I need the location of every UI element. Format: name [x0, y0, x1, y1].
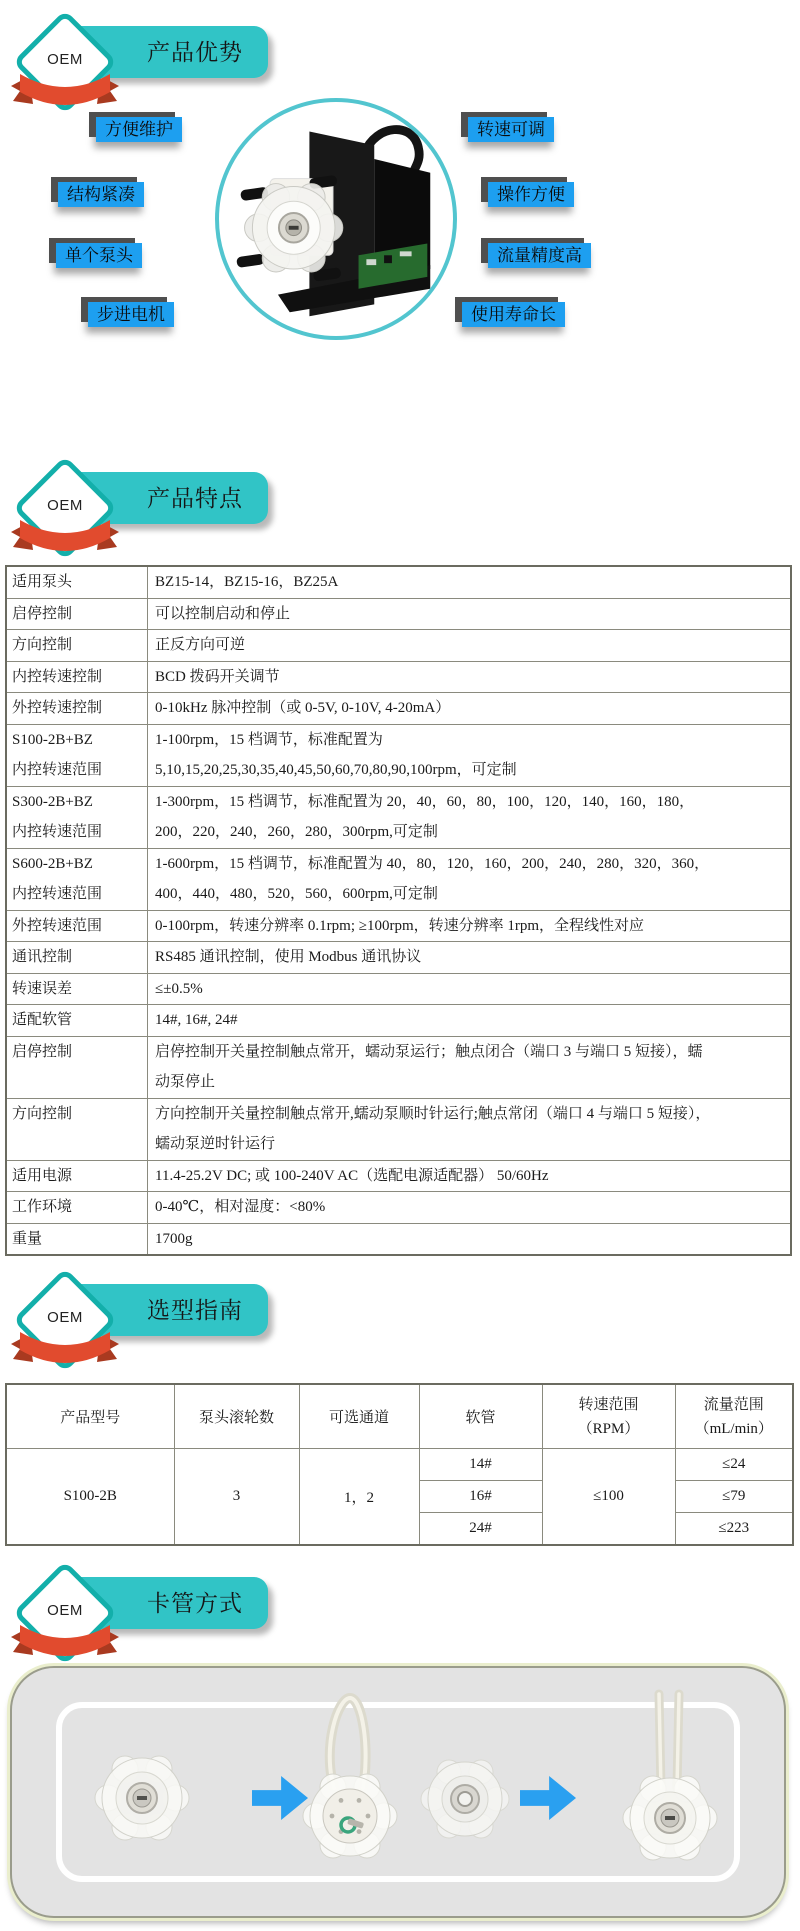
section-badge-selection: [8, 1268, 288, 1376]
section-title: 卡管方式: [147, 1590, 243, 1616]
cell-channels: 1，2: [299, 1449, 419, 1546]
selection-header-row: [6, 1384, 793, 1449]
col-header-model: 产品型号: [6, 1384, 174, 1449]
feature-value: 1-300rpm，15 档调节，标准配置为 20，40，60，80，100，120，140，160，180， 200，220，240，260，280，300rpm,可定制: [155, 793, 695, 840]
feature-value: 11.4-25.2V DC; 或 100-240V AC（选配电源适配器） 50/60Hz: [155, 1167, 549, 1184]
feature-label: 启停控制: [7, 599, 148, 630]
cell-rollers: 3: [174, 1449, 299, 1546]
feature-value: 14#, 16#, 24#: [155, 1012, 238, 1028]
feature-row: [7, 941, 790, 973]
feature-label: 方向控制: [7, 630, 148, 661]
features-table: [5, 565, 792, 1256]
selection-row: [6, 1449, 793, 1481]
feature-value: BCD 拨码开关调节: [155, 668, 280, 685]
feature-tag: 转速可调: [468, 117, 554, 142]
feature-row: [7, 1004, 790, 1036]
col-header-tube: 软管: [419, 1384, 542, 1449]
oem-label: OEM: [47, 51, 83, 68]
feature-tag: 单个泵头: [56, 243, 142, 268]
feature-label: S600-2B+BZ 内控转速范围: [7, 849, 148, 910]
feature-label: 方向控制: [7, 1099, 148, 1160]
cell-flow: ≤24: [675, 1449, 793, 1481]
feature-row: [7, 1160, 790, 1192]
peristaltic-pump-photo: [219, 102, 445, 328]
feature-value: 0-40℃，相对湿度：<80%: [155, 1199, 326, 1215]
feature-label: S100-2B+BZ 内控转速范围: [7, 725, 148, 786]
feature-label: 适用泵头: [7, 567, 148, 598]
feature-label: 外控转速控制: [7, 693, 148, 724]
feature-tag: 使用寿命长: [462, 302, 565, 327]
clamping-steps-panel: [10, 1666, 786, 1918]
section-title: 选型指南: [147, 1297, 243, 1323]
feature-tag: 流量精度高: [488, 243, 591, 268]
feature-label: 适用电源: [7, 1161, 148, 1192]
feature-value: 正反方向可逆: [155, 637, 246, 653]
col-header-rollers: 泵头滚轮数: [174, 1384, 299, 1449]
feature-row: [7, 1191, 790, 1223]
feature-row: [7, 1098, 790, 1160]
feature-value: 0-10kHz 脉冲控制（或 0-5V, 0-10V, 4-20mA）: [155, 700, 451, 716]
section-title: 产品特点: [147, 485, 243, 511]
feature-row: [7, 629, 790, 661]
feature-row: [7, 661, 790, 693]
cell-flow: ≤223: [675, 1513, 793, 1546]
feature-value: 启停控制开关量控制触点常开，蠕动泵运行；触点闭合（端口 3 与端口 5 短接），蠕 动泵停止: [155, 1043, 703, 1090]
feature-row: [7, 848, 790, 910]
section-badge-features: [8, 456, 288, 564]
cell-model: S100-2B: [6, 1449, 174, 1546]
feature-label: 内控转速控制: [7, 662, 148, 693]
feature-row: [7, 567, 790, 598]
feature-row: [7, 724, 790, 786]
feature-row: [7, 786, 790, 848]
feature-label: S300-2B+BZ 内控转速范围: [7, 787, 148, 848]
selection-table: [5, 1383, 794, 1546]
pump-head-back: [400, 1738, 530, 1860]
ribbon-icon: [10, 70, 120, 118]
section-badge-advantages: [8, 10, 288, 118]
feature-label: 通讯控制: [7, 942, 148, 973]
cell-tube: 16#: [419, 1481, 542, 1513]
feature-value: RS485 通讯控制，使用 Modbus 通讯协议: [155, 949, 422, 965]
pump-head-tube-loaded: [600, 1682, 740, 1886]
feature-tag: 方便维护: [96, 117, 182, 142]
feature-label: 适配软管: [7, 1005, 148, 1036]
feature-value: 0-100rpm，转速分辨率 0.1rpm; ≥100rpm，转速分辨率 1rpm，全程线性对应: [155, 917, 645, 934]
feature-value: 方向控制开关量控制触点常开,蠕动泵顺时针运行;触点常闭（端口 4 与端口 5 短接）， 蠕动泵逆时针运行: [155, 1105, 711, 1152]
feature-row: [7, 1223, 790, 1255]
feature-row: [7, 910, 790, 942]
feature-label: 重量: [7, 1224, 148, 1255]
col-header-channels: 可选通道: [299, 1384, 419, 1449]
section-badge-clamping: [8, 1561, 288, 1669]
ribbon-icon: [10, 516, 120, 564]
oem-label: OEM: [47, 1602, 83, 1619]
oem-label: OEM: [47, 497, 83, 514]
feature-tag: 步进电机: [88, 302, 174, 327]
pump-head-tube-mounted: [280, 1686, 420, 1886]
feature-row: [7, 692, 790, 724]
feature-tag: 结构紧凑: [58, 182, 144, 207]
feature-row: [7, 973, 790, 1005]
features-table-body: [7, 567, 790, 1254]
feature-value: BZ15-14，BZ15-16，BZ25A: [155, 574, 339, 590]
feature-value: 1700g: [155, 1230, 193, 1247]
feature-label: 转速误差: [7, 974, 148, 1005]
oem-label: OEM: [47, 1309, 83, 1326]
feature-value: 1-600rpm，15 档调节，标准配置为 40，80，120，160，200，240，280，320，360， 400，440，480，520，560，600rpm,可定制: [155, 855, 710, 902]
feature-tag: 操作方便: [488, 182, 574, 207]
cell-tube: 14#: [419, 1449, 542, 1481]
cell-tube: 24#: [419, 1513, 542, 1546]
cell-flow: ≤79: [675, 1481, 793, 1513]
ribbon-icon: [10, 1328, 120, 1376]
feature-value: 可以控制启动和停止: [155, 605, 291, 622]
feature-row: [7, 1036, 790, 1098]
feature-label: 工作环境: [7, 1192, 148, 1223]
col-header-speed: 转速范围 （RPM）: [542, 1384, 675, 1449]
feature-label: 外控转速范围: [7, 911, 148, 942]
ribbon-icon: [10, 1621, 120, 1669]
product-photo-circle: [215, 98, 457, 340]
pump-head-front: [72, 1733, 212, 1863]
cell-speed: ≤100: [542, 1449, 675, 1546]
section-title: 产品优势: [147, 39, 243, 65]
feature-label: 启停控制: [7, 1037, 148, 1098]
feature-value: ≤±0.5%: [155, 980, 203, 997]
feature-value: 1-100rpm，15 档调节，标准配置为 5,10,15,20,25,30,35,40,45,50,60,70,80,90,100rpm，可定制: [155, 731, 517, 778]
col-header-flow: 流量范围 （mL/min）: [675, 1384, 793, 1449]
feature-row: [7, 598, 790, 630]
